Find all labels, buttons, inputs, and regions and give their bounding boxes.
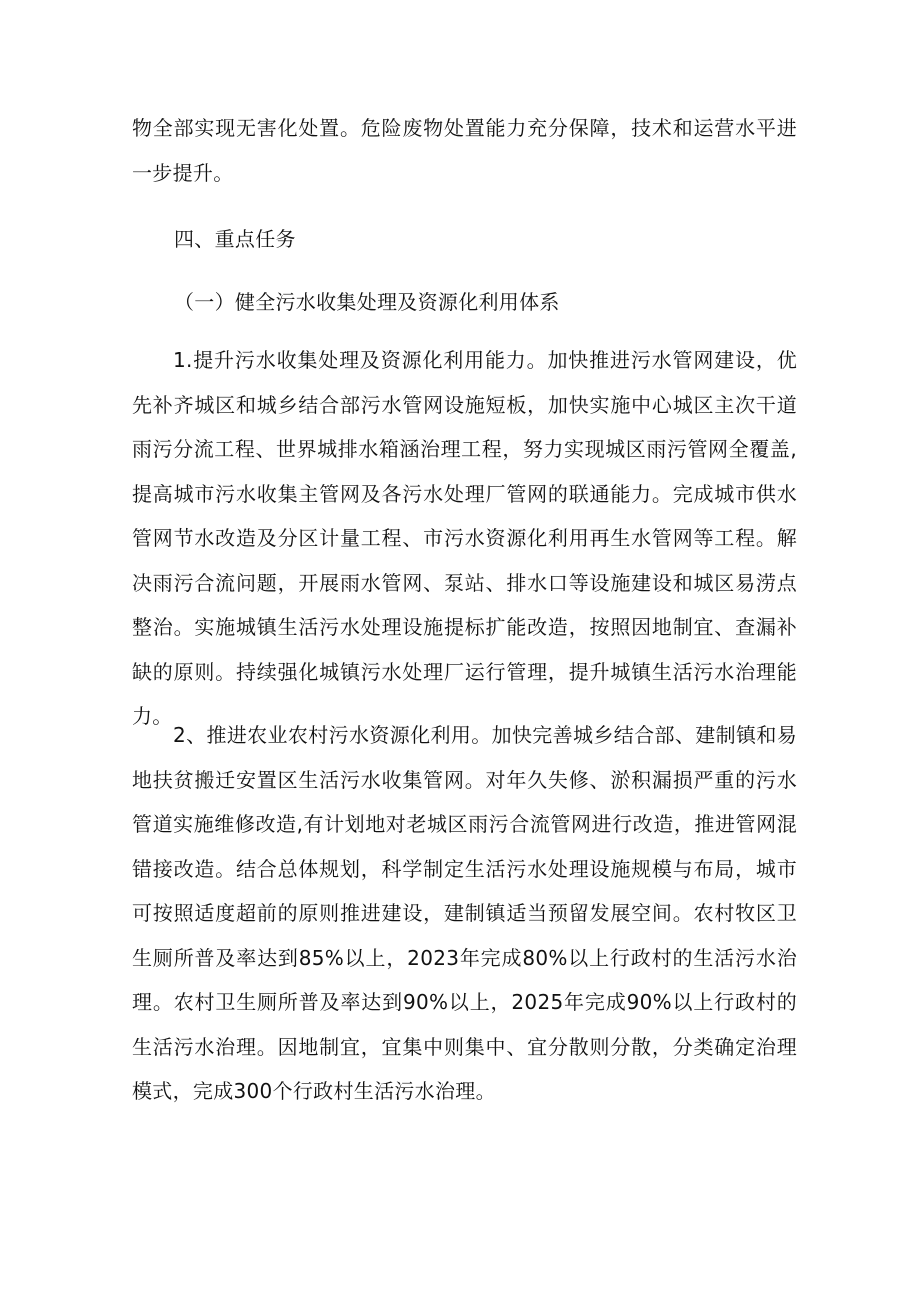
section-heading: 四、重点任务 bbox=[174, 227, 296, 251]
subsection-heading: （一）健全污水收集处理及资源化利用体系 bbox=[174, 290, 560, 314]
task-item-2-paragraph: 2、推进农业农村污水资源化利用。加快完善城乡结合部、建制镇和易地扶贫搬迁安置区生活污水收集管网。对年久失修、淤积漏损严重的污水管道实施维修改造,有计划地对老城区雨污合流管网进行改造，推进管网混错接改造。结合总体规划，科学制定生活污水处理设施规模与布局，城市可按照适度超前的原则推进建设，建制镇适当预留发展空间。农村牧区卫生厕所普及率达到85%以上，2023年完成80%以上行政村的生活污水治理。农村卫生厕所普及率达到90%以上，2025年完成90%以上行政村的生活污水治理。因地制宜，宜集中则集中、宜分散则分散，分类确定治理模式，完成300个行政村生活污水治理。 bbox=[132, 723, 797, 1103]
task-item-1-paragraph: 1.提升污水收集处理及资源化利用能力。加快推进污水管网建设，优先补齐城区和城乡结合部污水管网设施短板，加快实施中心城区主次干道雨污分流工程、世界城排水箱涵治理工程，努力实现城区雨污管网全覆盖,提高城市污水收集主管网及各污水处理厂管网的联通能力。完成城市供水管网节水改造及分区计量工程、市污水资源化利用再生水管网等工程。解决雨污合流问题，开展雨水管网、泵站、排水口等设施建设和城区易涝点整治。实施城镇生活污水处理设施提标扩能改造，按照因地制宜、查漏补缺的原则。持续强化城镇污水处理厂运行管理，提升城镇生活污水治理能力。 bbox=[132, 348, 797, 728]
continuation-paragraph: 物全部实现无害化处置。危险废物处置能力充分保障，技术和运营水平进一步提升。 bbox=[132, 116, 797, 185]
